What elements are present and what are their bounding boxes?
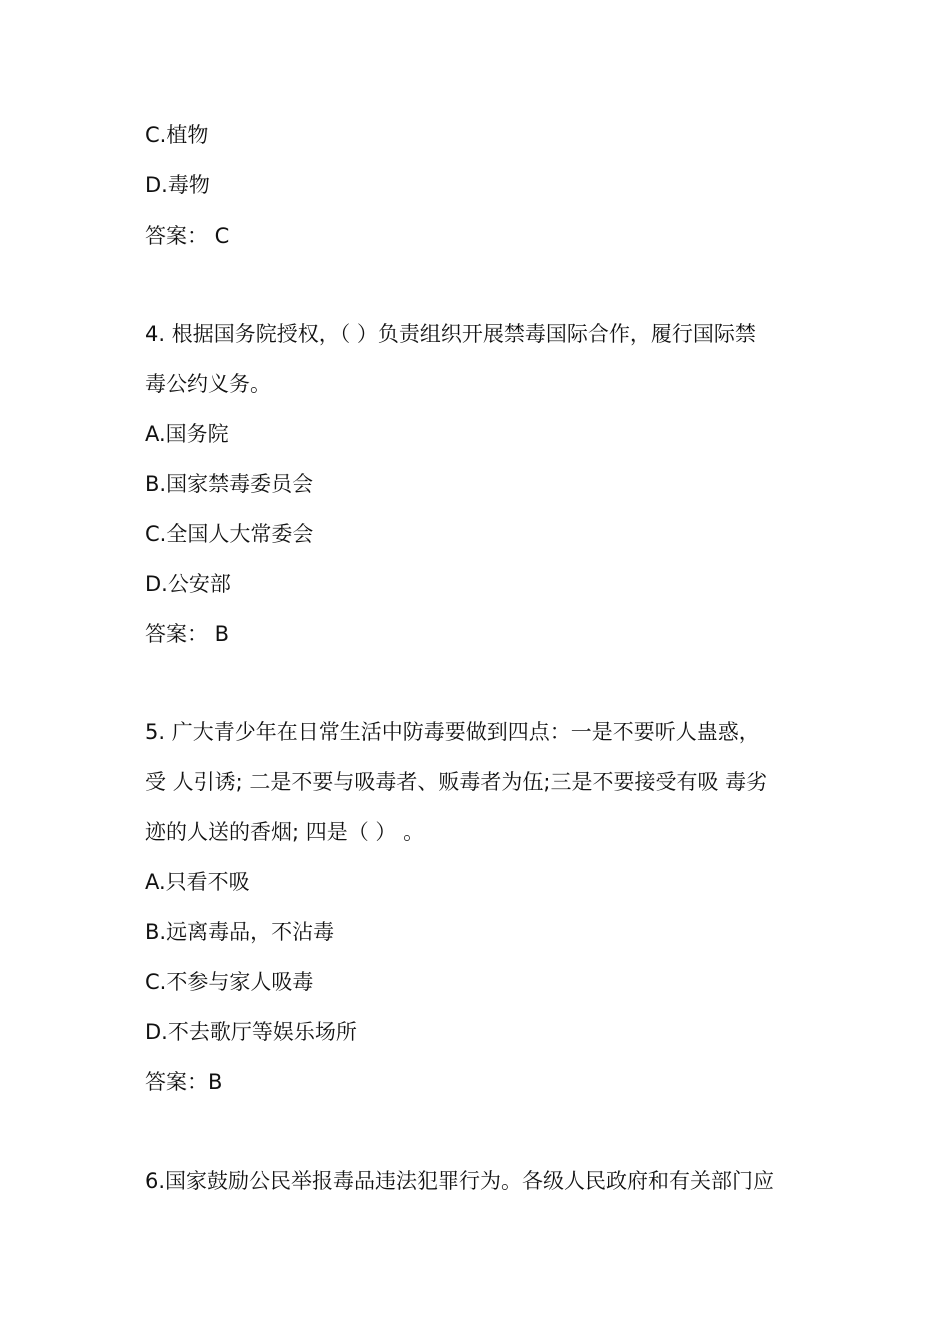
q5-option-a: A.只看不吸	[145, 870, 250, 894]
q5-answer: 答案：B	[145, 1070, 223, 1094]
q4-option-c: C.全国人大常委会	[145, 522, 314, 546]
q5-option-c: C.不参与家人吸毒	[145, 970, 314, 994]
q5-stem-line-2: 受 人引诱; 二是不要与吸毒者、贩毒者为伍;三是不要接受有吸 毒劣	[145, 770, 768, 794]
q5-stem-line-3: 迹的人送的香烟; 四是（ ） 。	[145, 820, 425, 844]
q5-option-d: D.不去歌厅等娱乐场所	[145, 1020, 357, 1044]
q4-stem-line-2: 毒公约义务。	[145, 372, 271, 396]
q4-answer: 答案： B	[145, 622, 230, 646]
q5-stem-line-1: 5. 广大青少年在日常生活中防毒要做到四点：一是不要听人蛊惑，	[145, 720, 760, 744]
q4-option-a: A.国务院	[145, 422, 229, 446]
q3-answer: 答案： C	[145, 224, 230, 248]
q3-option-d: D.毒物	[145, 173, 210, 197]
q3-option-c: C.植物	[145, 123, 209, 147]
q6-stem-line-1: 6.国家鼓励公民举报毒品违法犯罪行为。各级人民政府和有关部门应	[145, 1169, 775, 1193]
q4-option-d: D.公安部	[145, 572, 231, 596]
q4-stem-line-1: 4. 根据国务院授权，（ ）负责组织开展禁毒国际合作，履行国际禁	[145, 322, 756, 346]
q4-option-b: B.国家禁毒委员会	[145, 472, 314, 496]
q5-option-b: B.远离毒品，不沾毒	[145, 920, 335, 944]
